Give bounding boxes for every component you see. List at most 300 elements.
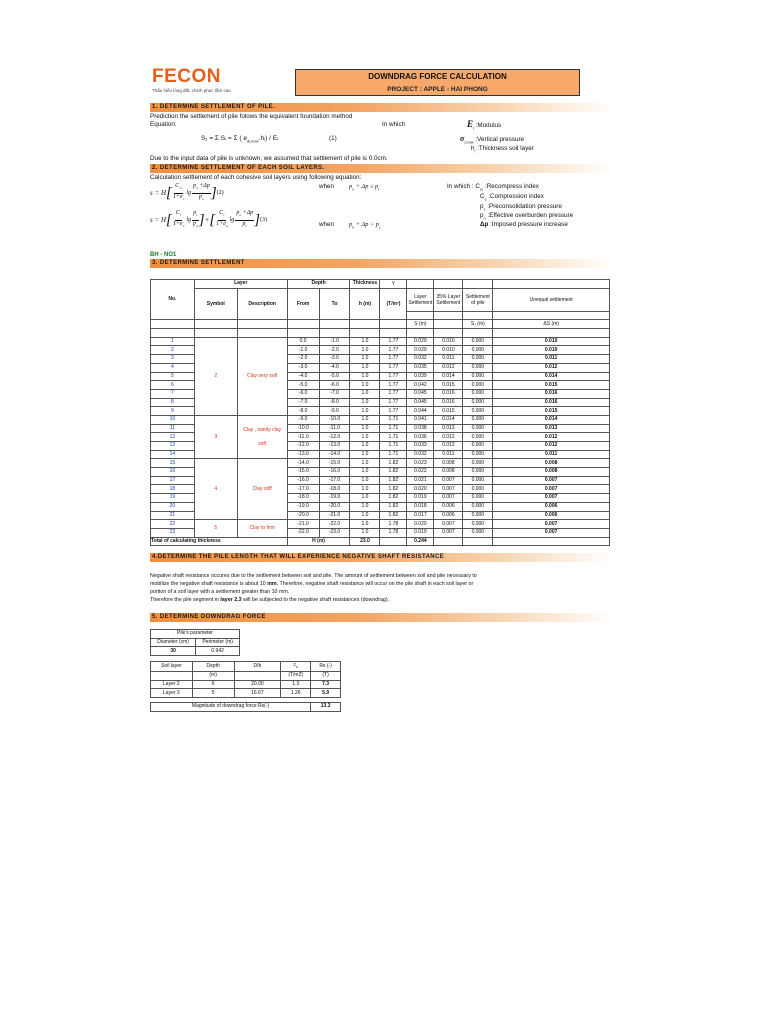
gamma: 1.71 [380,433,407,442]
unequal-settlement: 0.012 [493,363,610,372]
col-to: To [319,288,350,320]
layer-settlement: 0.017 [407,511,434,520]
pile-settlement: 0.000 [463,424,493,433]
thickness: 1.0 [350,442,380,451]
depth-from: -12.0 [287,442,319,451]
thickness: 1.0 [350,346,380,355]
thickness: 1.0 [350,511,380,520]
depth-to: -14.0 [319,450,350,459]
pile-settlement: 0.000 [463,407,493,416]
section-3-title: 3. DETERMINE SETTLEMENT [150,259,612,268]
layer-name: Layer 3 [151,689,193,698]
pct-settlement: 0.006 [434,502,463,511]
unit-blank [287,320,319,329]
unit-s1: S₁ (m) [463,320,493,329]
row-no: 11 [151,424,195,433]
layer-symbol: 3 [194,415,237,458]
legend-recompress: In which : $C_{cr}$ :Recompress index [447,183,539,192]
diameter-value: 30 [151,647,196,656]
thickness: 1.0 [350,363,380,372]
pile-parameter-header: Pile's parameter [151,630,240,639]
depth-to: -15.0 [319,459,350,468]
gamma: 1.77 [380,372,407,381]
pct-settlement: 0.016 [434,398,463,407]
col-depth: Depth [192,662,234,672]
company-logo: FECON [152,66,221,87]
legend-vertical-pressure: $\sigma_{z,max}$ :Vertical pressure [460,134,525,145]
sec1-note: Due to the input data of pile is unknown, we assumed that settlement of pile is 0.0cm. [150,155,388,162]
spacer-cell [380,329,407,338]
depth-from: -8.0 [287,407,319,416]
row-no: 2 [151,346,195,355]
row-no: 17 [151,476,195,485]
eq2-when: when [319,183,335,190]
gamma: 1.77 [380,407,407,416]
thickness: 1.0 [350,424,380,433]
thickness: 1.0 [350,459,380,468]
depth-from: -9.0 [287,415,319,424]
col-no: No. [151,280,195,320]
thickness: 1.0 [350,450,380,459]
pct-settlement: 0.011 [434,450,463,459]
layer-symbol: 4 [194,459,237,520]
unit-soil-layer [151,672,193,681]
unequal-settlement: 0.007 [493,476,610,485]
gamma: 1.71 [380,442,407,451]
depth-to: -12.0 [319,433,350,442]
unequal-settlement: 0.014 [493,372,610,381]
header-blank [493,280,610,289]
thickness: 1.0 [350,476,380,485]
thickness: 1.0 [350,415,380,424]
depth-to: -16.0 [319,468,350,477]
pct-settlement: 0.007 [434,528,463,537]
layer-settlement: 0.032 [407,450,434,459]
pct-settlement: 0.011 [434,355,463,364]
unequal-settlement: 0.016 [493,389,610,398]
gamma: 1.82 [380,485,407,494]
row-no: 5 [151,372,195,381]
thickness: 1.0 [350,528,380,537]
total-label: Total of calculating thickness [151,537,288,546]
layer-description: Clay very soft [237,337,287,415]
unequal-settlement: 0.007 [493,528,610,537]
unequal-settlement: 0.010 [493,337,610,346]
thickness: 1.0 [350,372,380,381]
total-settlement: 0.244 [407,537,434,546]
unit-db [234,672,281,681]
col-soil-layer: Soil layer [151,662,193,672]
unequal-settlement: 0.011 [493,355,610,364]
depth-from: -22.0 [287,528,319,537]
layer-settlement: 0.019 [407,528,434,537]
gamma: 1.82 [380,459,407,468]
pile-settlement: 0.000 [463,450,493,459]
pile-settlement: 0.000 [463,442,493,451]
unit-s: S (m) [407,320,434,329]
depth-from: -14.0 [287,459,319,468]
depth-to: -22.0 [319,520,350,529]
col-gamma-unit: (T/m³) [380,288,407,320]
pct-settlement: 0.016 [434,389,463,398]
spacer-cell [237,329,287,338]
pct-settlement: 0.014 [434,415,463,424]
thickness: 1.0 [350,398,380,407]
company-tagline: Thấu hiểu lòng đất, chinh phục tầm cao [152,88,231,93]
pct-settlement: 0.007 [434,476,463,485]
total-blank [463,537,493,546]
eq3-when: when [319,221,335,228]
unequal-settlement: 0.006 [493,502,610,511]
header-blank [493,311,610,320]
row-no: 12 [151,433,195,442]
total-blank [493,537,610,546]
pile-settlement: 0.000 [463,398,493,407]
depth-from: -10.0 [287,424,319,433]
pile-settlement: 0.000 [463,459,493,468]
depth-to: -4.0 [319,363,350,372]
pile-settlement: 0.000 [463,476,493,485]
layer-settlement: 0.039 [407,372,434,381]
unequal-settlement: 0.008 [493,459,610,468]
col-gamma: γ [380,280,407,289]
thickness: 1.0 [350,494,380,503]
depth-from: -11.0 [287,433,319,442]
layer-name: Layer 2 [151,680,193,689]
pile-settlement: 0.000 [463,381,493,390]
sec4-para-2: mobilize the negative shaft resistance is about 10 mm. Therefore, negative shaft resistance will occur on the pile shaft in each soil layer or [150,581,474,587]
depth-from: -3.0 [287,363,319,372]
section-4-title: 4.DETERMINE THE PILE LENGTH THAT WILL EXPERIENCE NEGATIVE SHAFT RESISTANCE [150,553,612,562]
pct-settlement: 0.008 [434,468,463,477]
col-depth: Depth [287,280,350,289]
layer-settlement: 0.029 [407,337,434,346]
depth-to: -2.0 [319,346,350,355]
pile-settlement: 0.000 [463,511,493,520]
layer-settlement: 0.035 [407,363,434,372]
unit-blank [319,320,350,329]
table-row [151,680,341,689]
project-name: PROJECT : APPLE - HAI PHONG [295,84,580,96]
gamma: 1.82 [380,476,407,485]
gamma: 1.77 [380,363,407,372]
layer-settlement: 0.029 [407,346,434,355]
header-blank [434,311,463,320]
gamma: 1.71 [380,450,407,459]
spacer-cell [463,329,493,338]
legend-preconsolidation: $p_c$ :Preconsolidation pressure [480,203,562,212]
sec1-line1: Prediction the settlement of pile folows the equivalent foundation method [150,113,353,120]
unit-blank [350,320,380,329]
unequal-settlement: 0.012 [493,433,610,442]
depth-to: -13.0 [319,442,350,451]
row-no: 13 [151,442,195,451]
spacer-cell [319,329,350,338]
unequal-settlement: 0.013 [493,424,610,433]
section-1-title: 1. DETERMINE SETTLEMENT OF PILE. [150,103,612,112]
depth-to: -3.0 [319,355,350,364]
layer-settlement: 0.038 [407,424,434,433]
depth-to: -17.0 [319,476,350,485]
eq3-condition: $p_o + \Delta p > p_c$ [349,221,381,230]
pile-settlement: 0.000 [463,468,493,477]
sec1-in-which: In which [382,121,406,128]
depth-to: -18.0 [319,485,350,494]
table-row [151,689,341,698]
pct-settlement: 0.012 [434,433,463,442]
document-title: DOWNDRAG FORCE CALCULATION [295,69,580,85]
row-no: 1 [151,337,195,346]
unit-blank [237,320,287,329]
layer-settlement: 0.022 [407,468,434,477]
col-pct-settlement: 35% Layer Settlement [434,288,463,311]
unit-blank [434,320,463,329]
gamma: 1.78 [380,528,407,537]
pct-settlement: 0.015 [434,381,463,390]
spacer-cell [493,329,610,338]
row-no: 9 [151,407,195,416]
unequal-settlement: 0.006 [493,511,610,520]
layer-settlement: 0.041 [407,415,434,424]
col-from: From [287,288,319,320]
pct-settlement: 0.010 [434,337,463,346]
gamma: 1.82 [380,468,407,477]
depth-from: -13.0 [287,450,319,459]
table-row [151,415,610,424]
unequal-settlement: 0.012 [493,442,610,451]
header-blank [407,280,434,289]
depth-from: -18.0 [287,494,319,503]
header-blank [407,311,434,320]
pct-settlement: 0.015 [434,407,463,416]
col-layer-settlement: Layer Settlement [407,288,434,311]
thickness: 1.0 [350,468,380,477]
depth-to: -6.0 [319,381,350,390]
layer-settlement: 0.044 [407,407,434,416]
row-no: 19 [151,494,195,503]
depth-to: -21.0 [319,511,350,520]
layer-cu: 1.26 [281,689,311,698]
table-row [151,337,610,346]
pile-settlement: 0.000 [463,415,493,424]
col-pile-settlement: Settlement of pile [463,288,493,311]
pile-settlement: 0.000 [463,372,493,381]
pile-settlement: 0.000 [463,363,493,372]
pct-settlement: 0.007 [434,485,463,494]
diameter-label: Diameter (cm) [151,638,196,647]
spacer-cell [407,329,434,338]
depth-to: -20.0 [319,502,350,511]
gamma: 1.77 [380,355,407,364]
sec4-para-1: Negative shaft resistance occures due to the settlement between soil and pile. The amount of settlement between soil and pile necessary to [150,573,477,579]
depth-from: -7.0 [287,398,319,407]
pile-settlement: 0.000 [463,520,493,529]
unequal-settlement: 0.016 [493,398,610,407]
depth-to: -8.0 [319,398,350,407]
sec4-para-3: portion of a soil layer with a settlement greater than 10 mm. [150,589,290,595]
thickness: 1.0 [350,407,380,416]
row-no: 15 [151,459,195,468]
section-5-title: 5. DETERMINE DOWNDRAG FORCE [150,613,612,622]
col-layer: Layer [194,280,287,289]
gamma: 1.77 [380,389,407,398]
gamma: 1.71 [380,424,407,433]
pile-settlement: 0.000 [463,355,493,364]
pile-settlement: 0.000 [463,389,493,398]
header-blank [463,311,493,320]
magnitude-value: 13.3 [311,703,341,712]
pct-settlement: 0.014 [434,372,463,381]
pct-settlement: 0.006 [434,511,463,520]
total-blank [380,537,407,546]
pile-settlement: 0.000 [463,494,493,503]
depth-from: -21.0 [287,520,319,529]
thickness: 1.0 [350,355,380,364]
gamma: 1.77 [380,337,407,346]
gamma: 1.82 [380,511,407,520]
depth-to: -9.0 [319,407,350,416]
unequal-settlement: 0.007 [493,485,610,494]
pile-settlement: 0.000 [463,346,493,355]
gamma: 1.77 [380,398,407,407]
depth-from: -16.0 [287,476,319,485]
row-no: 3 [151,355,195,364]
spacer-cell [194,329,237,338]
sec1-line2: Equation: [150,121,177,128]
depth-from: -4.0 [287,372,319,381]
col-symbol: Symbol [194,288,237,320]
thickness: 1.0 [350,381,380,390]
depth-from: -20.0 [287,511,319,520]
gamma: 1.77 [380,346,407,355]
perimeter-value: 0.942 [196,647,240,656]
spacer-cell [151,329,195,338]
unequal-settlement: 0.015 [493,407,610,416]
layer-settlement: 0.045 [407,389,434,398]
total-blank [434,537,463,546]
thickness: 1.0 [350,502,380,511]
pile-settlement: 0.000 [463,502,493,511]
layer-db: 16.67 [234,689,281,698]
layer-settlement: 0.036 [407,433,434,442]
row-no: 14 [151,450,195,459]
depth-to: -11.0 [319,424,350,433]
pile-settlement: 0.000 [463,337,493,346]
layer-settlement: 0.021 [407,476,434,485]
total-h-label: H (m) [287,537,350,546]
unit-ds: ΔS (m) [493,320,610,329]
legend-overburden: $p_o$ :Effective overburden pressure [480,212,574,221]
spacer-cell [350,329,380,338]
unequal-settlement: 0.007 [493,494,610,503]
unit-rs: (T) [311,672,341,681]
header-blank [434,280,463,289]
layer-symbol: 5 [194,520,237,537]
thickness: 1.0 [350,485,380,494]
unit-blank [151,320,195,329]
pct-settlement: 0.008 [434,459,463,468]
downdrag-table [150,661,341,712]
pct-settlement: 0.013 [434,424,463,433]
unequal-settlement: 0.015 [493,381,610,390]
gamma: 1.77 [380,381,407,390]
row-no: 18 [151,485,195,494]
layer-settlement: 0.032 [407,355,434,364]
depth-to: -10.0 [319,415,350,424]
gamma: 1.71 [380,415,407,424]
legend-imposed-pressure: Δp :Imposed pressure increase [480,221,568,228]
legend-compression: $C_c$ :Compression index [480,193,544,202]
borehole-label: BH - NO1 [150,252,177,258]
col-rs: Rs (-) [311,662,341,672]
row-no: 10 [151,415,195,424]
equation-1: S₁ = Σ Sᵢ = Σ ( $e_{di,max}.hᵢ$) / Eᵢ [201,135,279,144]
layer-symbol: 2 [194,337,237,415]
layer-settlement: 0.020 [407,485,434,494]
row-no: 7 [151,389,195,398]
total-h-value: 23.0 [350,537,380,546]
legend-modulus: $E_i$ :Modulus [467,119,502,131]
depth-from: 0.0 [287,337,319,346]
thickness: 1.0 [350,520,380,529]
layer-settlement: 0.020 [407,520,434,529]
row-no: 4 [151,363,195,372]
row-no: 20 [151,502,195,511]
sec2-line1: Calculation settlement of each cohesive soil layers using following equation: [150,174,362,181]
depth-to: -23.0 [319,528,350,537]
unequal-settlement: 0.011 [493,450,610,459]
thickness: 1.0 [350,389,380,398]
section-2-title: 2. DETERMINE SETTLEMENT OF EACH SOIL LAYERS. [150,164,612,173]
gamma: 1.82 [380,494,407,503]
row-no: 8 [151,398,195,407]
layer-rs: 7.3 [311,680,341,689]
spacer-cell [434,329,463,338]
row-no: 21 [151,511,195,520]
depth-from: -5.0 [287,381,319,390]
depth-from: -1.0 [287,346,319,355]
magnitude-label: Magnitude of downdrag force Rs(-) [151,703,311,712]
unit-depth: (m) [192,672,234,681]
pile-parameter-table [150,629,240,656]
pct-settlement: 0.012 [434,363,463,372]
col-unequal-settlement: Unequal settlement [493,288,610,311]
depth-from: -17.0 [287,485,319,494]
depth-to: -19.0 [319,494,350,503]
depth-to: -1.0 [319,337,350,346]
unequal-settlement: 0.007 [493,520,610,529]
layer-settlement: 0.042 [407,381,434,390]
unit-cu: (T/m2) [281,672,311,681]
depth-from: -15.0 [287,468,319,477]
layer-settlement: 0.045 [407,398,434,407]
layer-description: Clay stiff [237,459,287,520]
legend-thickness: $h_i$ :Thickness soil layer [471,145,534,154]
pile-settlement: 0.000 [463,528,493,537]
thickness: 1.0 [350,337,380,346]
equation-1-number: (1) [329,135,337,142]
equation-3: s = H [ $\frac{C_r}{1+e_o}$ lg $\frac{p_c}{p_o}$ ] + [ $\frac{C_c}{1+e_o}$ lg $\frac{p_o +\Delta p}{p_c}$ ] (3) [150,210,267,228]
unequal-settlement: 0.008 [493,468,610,477]
layer-settlement: 0.033 [407,442,434,451]
col-description: Description [237,288,287,320]
row-no: 23 [151,528,195,537]
unit-blank [380,320,407,329]
depth-from: -19.0 [287,502,319,511]
thickness: 1.0 [350,433,380,442]
col-thickness: Thickness [350,280,380,289]
col-db: D/b [234,662,281,672]
